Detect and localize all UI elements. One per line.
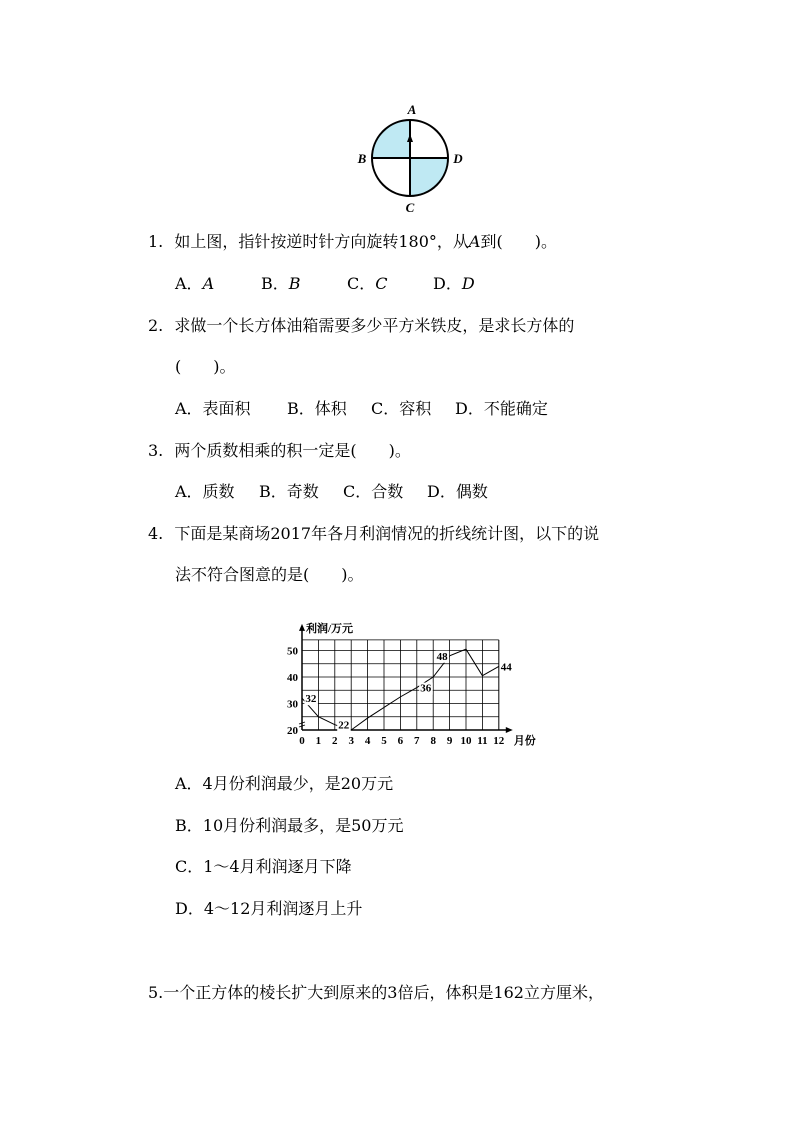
dial-figure xyxy=(350,100,470,220)
y-tick-label: 30 xyxy=(287,698,298,711)
option-d[interactable]: D．不能确定 xyxy=(455,399,548,418)
question-number: 3. xyxy=(148,441,164,460)
x-tick-label: 8 xyxy=(430,735,436,747)
x-axis-arrow-icon xyxy=(506,727,513,733)
question-text: 求做一个长方体油箱需要多少平方米铁皮，是求长方体的 xyxy=(174,316,575,335)
option-b[interactable]: B．奇数 xyxy=(259,482,319,501)
option-a[interactable]: A．质数 xyxy=(175,482,235,501)
dial-label-bottom: C xyxy=(405,200,415,215)
data-label: 32 xyxy=(305,693,317,706)
question-2-cont: ( )。 xyxy=(175,357,236,376)
y-axis-arrow-icon xyxy=(299,624,305,631)
question-4-option-a[interactable]: A．4月份利润最少，是20万元 xyxy=(175,774,394,793)
question-text: 两个质数相乘的积一定是( )。 xyxy=(174,441,411,460)
question-number: 5. xyxy=(148,983,164,1002)
question-5 xyxy=(148,982,604,1004)
x-axis-label: 月份 xyxy=(513,735,536,747)
x-tick-label: 9 xyxy=(446,735,453,747)
x-tick-label: 10 xyxy=(460,735,472,747)
question-4-option-b[interactable]: B．10月份利润最多，是50万元 xyxy=(175,816,404,835)
question-4-cont: 法不符合图意的是( )。 xyxy=(175,565,364,584)
dial-label-left: B xyxy=(357,151,367,166)
x-tick-label: 6 xyxy=(397,735,404,747)
question-text: 一个正方体的棱长扩大到原来的3倍后，体积是162立方厘米， xyxy=(163,983,604,1002)
question-1-options xyxy=(175,273,475,295)
option-c[interactable]: C．合数 xyxy=(343,482,404,501)
question-2 xyxy=(148,315,574,337)
x-tick-label: 12 xyxy=(493,735,505,747)
x-tick-label: 4 xyxy=(364,735,371,747)
question-text: 下面是某商场2017年各月利润情况的折线统计图，以下的说 xyxy=(174,524,600,543)
question-2-options xyxy=(175,398,548,420)
data-label: 44 xyxy=(500,661,512,674)
option-d[interactable]: D．偶数 xyxy=(427,482,488,501)
option-a[interactable]: A．表面积 xyxy=(175,399,251,418)
x-tick-label: 3 xyxy=(348,735,354,747)
y-axis-label: 利润/万元 xyxy=(306,622,354,635)
question-number: 1. xyxy=(148,232,164,251)
question-4 xyxy=(148,523,599,545)
question-4-option-d[interactable]: D．4～12月利润逐月上升 xyxy=(175,899,363,918)
option-c[interactable]: C．C xyxy=(347,274,388,293)
y-tick-label: 50 xyxy=(287,645,298,658)
dial-label-top: A xyxy=(407,102,417,117)
y-tick-label: 40 xyxy=(287,672,298,684)
profit-line-chart xyxy=(280,600,540,760)
option-c[interactable]: C．容积 xyxy=(371,399,432,418)
option-b[interactable]: B．体积 xyxy=(287,399,347,418)
question-text-var: A xyxy=(468,232,481,251)
dial-label-right: D xyxy=(453,151,463,166)
question-text-end: 到( )。 xyxy=(480,232,557,251)
data-label: 48 xyxy=(436,650,448,663)
x-tick-label: 7 xyxy=(414,735,420,747)
question-1 xyxy=(148,231,557,253)
x-tick-label: 0 xyxy=(299,735,305,747)
x-tick-label: 11 xyxy=(477,735,488,747)
question-3 xyxy=(148,440,411,462)
x-tick-label: 2 xyxy=(332,735,338,747)
question-number: 4. xyxy=(148,524,164,543)
question-4-option-c[interactable]: C．1～4月利润逐月下降 xyxy=(175,857,352,876)
data-label: 36 xyxy=(420,682,432,695)
question-text: 如上图，指针按逆时针方向旋转180°，从 xyxy=(174,232,469,251)
option-d[interactable]: D．D xyxy=(433,274,475,293)
x-tick-label: 1 xyxy=(315,735,322,747)
question-3-options xyxy=(175,481,488,503)
option-a[interactable]: A．A xyxy=(175,274,215,293)
x-tick-label: 5 xyxy=(381,735,387,747)
data-label: 22 xyxy=(338,719,350,732)
question-number: 2. xyxy=(148,316,164,335)
option-b[interactable]: B．B xyxy=(261,274,301,293)
y-tick-label: 20 xyxy=(287,725,298,737)
